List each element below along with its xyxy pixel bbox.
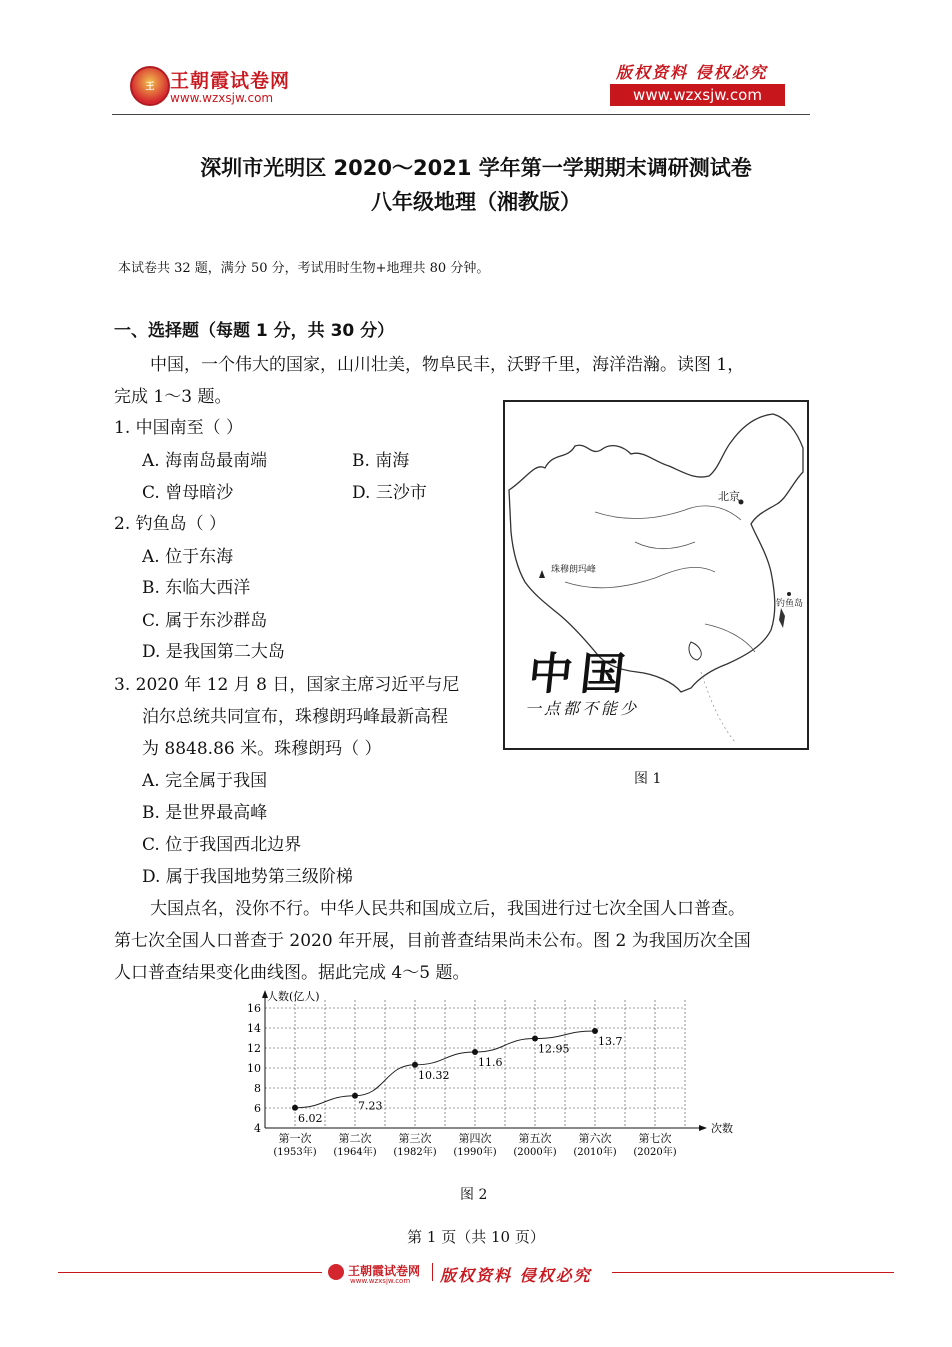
x-tick-label: 第七次 bbox=[638, 1132, 672, 1145]
x-tick-year: (2000年) bbox=[513, 1147, 557, 1158]
question-1-option-b: B. 南海 bbox=[352, 451, 410, 471]
paragraph-2-line-3: 人口普查结果变化曲线图。据此完成 4～5 题。 bbox=[114, 963, 470, 983]
question-3-stem-line-2: 泊尔总统共同宣布，珠穆朗玛峰最新高程 bbox=[142, 707, 448, 727]
data-label: 11.6 bbox=[478, 1056, 503, 1069]
footer-separator bbox=[432, 1263, 433, 1281]
data-point bbox=[412, 1062, 418, 1068]
data-point bbox=[592, 1028, 598, 1034]
logo-name: 王朝霞试卷网 bbox=[170, 70, 291, 92]
y-tick-label: 12 bbox=[247, 1042, 261, 1055]
map-label-diaoyu: 钓鱼岛 bbox=[776, 599, 804, 609]
x-tick-label: 第二次 bbox=[338, 1132, 372, 1145]
data-label: 7.23 bbox=[358, 1099, 383, 1113]
page-number: 第 1 页（共 10 页） bbox=[407, 1228, 545, 1246]
copyright-notice: 版权资料 侵权必究 bbox=[616, 63, 768, 82]
question-2-option-b: B. 东临大西洋 bbox=[142, 578, 251, 598]
data-label: 10.32 bbox=[418, 1068, 450, 1082]
x-tick-year: (1953年) bbox=[273, 1147, 317, 1158]
population-chart bbox=[230, 988, 750, 1172]
logo-badge-text: 王 bbox=[145, 82, 155, 92]
footer-logo-name: 王朝霞试卷网 bbox=[348, 1264, 421, 1278]
question-3-stem-line-1: 3. 2020 年 12 月 8 日，国家主席习近平与尼 bbox=[114, 675, 460, 695]
question-3-stem-line-3: 为 8848.86 米。珠穆朗玛（ ） bbox=[142, 739, 382, 759]
question-2-option-c: C. 属于东沙群岛 bbox=[142, 611, 268, 631]
header-divider bbox=[112, 114, 810, 115]
x-tick-label: 第一次 bbox=[278, 1132, 312, 1145]
data-label: 6.02 bbox=[298, 1111, 323, 1125]
question-2-stem: 2. 钓鱼岛（ ） bbox=[114, 514, 227, 534]
paragraph-1-line-2: 完成 1～3 题。 bbox=[114, 387, 232, 407]
x-tick-label: 第六次 bbox=[578, 1132, 612, 1145]
data-label: 12.95 bbox=[538, 1042, 570, 1056]
section-heading: 一、选择题（每题 1 分，共 30 分） bbox=[114, 321, 395, 341]
data-point bbox=[472, 1049, 478, 1055]
footer-logo-url[interactable]: www.wzxsjw.com bbox=[350, 1277, 411, 1285]
question-3-option-b: B. 是世界最高峰 bbox=[142, 803, 268, 823]
question-2-option-d: D. 是我国第二大岛 bbox=[142, 642, 285, 662]
data-point bbox=[352, 1093, 358, 1099]
data-point bbox=[532, 1036, 538, 1042]
x-axis-arrow-icon bbox=[699, 1125, 707, 1131]
question-3-option-d: D. 属于我国地势第三级阶梯 bbox=[142, 867, 353, 887]
exam-subtitle: 八年级地理（湘教版） bbox=[371, 190, 581, 214]
y-tick-label: 4 bbox=[254, 1122, 261, 1135]
question-2-option-a: A. 位于东海 bbox=[142, 547, 234, 567]
taiwan-island bbox=[779, 608, 785, 628]
river-line bbox=[705, 624, 755, 652]
map-label-everest: 珠穆朗玛峰 bbox=[551, 565, 597, 575]
south-sea-boundary bbox=[701, 672, 735, 742]
y-tick-label: 16 bbox=[247, 1002, 261, 1015]
data-point bbox=[292, 1105, 298, 1111]
x-tick-year: (2020年) bbox=[633, 1147, 677, 1158]
map-slogan-small: 一点都不能少 bbox=[525, 699, 640, 718]
y-tick-label: 6 bbox=[254, 1102, 261, 1115]
map-label-beijing: 北京 bbox=[718, 490, 740, 503]
exam-instructions: 本试卷共 32 题，满分 50 分，考试用时生物+地理共 80 分钟。 bbox=[118, 261, 490, 276]
population-chart-svg bbox=[230, 988, 750, 1168]
question-3-option-c: C. 位于我国西北边界 bbox=[142, 835, 302, 855]
paragraph-2-line-1: 大国点名，没你不行。中华人民共和国成立后，我国进行过七次全国人口普查。 bbox=[150, 899, 745, 919]
footer-logo-icon bbox=[328, 1264, 344, 1280]
x-axis-label: 次数 bbox=[711, 1122, 733, 1135]
question-1-option-d: D. 三沙市 bbox=[352, 483, 427, 503]
y-tick-label: 10 bbox=[247, 1062, 261, 1075]
x-tick-label: 第三次 bbox=[398, 1132, 432, 1145]
question-3-option-a: A. 完全属于我国 bbox=[142, 771, 268, 791]
paragraph-2-line-2: 第七次全国人口普查于 2020 年开展，目前普查结果尚未公布。图 2 为我国历次全国 bbox=[114, 931, 751, 951]
hainan-island bbox=[689, 642, 701, 660]
y-tick-label: 14 bbox=[247, 1022, 261, 1035]
question-1-option-c: C. 曾母暗沙 bbox=[142, 483, 234, 503]
footer-copyright: 版权资料 侵权必究 bbox=[440, 1266, 592, 1285]
x-tick-year: (2010年) bbox=[573, 1147, 617, 1158]
x-tick-year: (1982年) bbox=[393, 1147, 437, 1158]
y-tick-label: 8 bbox=[254, 1082, 261, 1095]
x-tick-year: (1990年) bbox=[453, 1147, 497, 1158]
header-url-bar[interactable]: www.wzxsjw.com bbox=[610, 84, 785, 106]
x-tick-year: (1964年) bbox=[333, 1147, 377, 1158]
province-line-2 bbox=[595, 506, 741, 520]
paragraph-1-line-1: 中国，一个伟大的国家，山川壮美，物阜民丰，沃野千里，海洋浩瀚。读图 1， bbox=[150, 355, 745, 375]
figure-2-caption: 图 2 bbox=[460, 1187, 488, 1203]
data-label: 13.7 bbox=[598, 1035, 623, 1048]
everest-marker-icon bbox=[539, 570, 545, 578]
map-slogan-big: 中国 bbox=[525, 649, 636, 700]
figure-1-caption: 图 1 bbox=[634, 771, 662, 787]
y-axis-label: 人数(亿人) bbox=[267, 990, 320, 1003]
logo-badge-icon bbox=[130, 66, 170, 106]
x-tick-label: 第四次 bbox=[458, 1132, 492, 1145]
question-1-option-a: A. 海南岛最南端 bbox=[142, 451, 268, 471]
china-map-figure bbox=[503, 400, 809, 750]
x-tick-label: 第五次 bbox=[518, 1132, 552, 1145]
logo-url[interactable]: www.wzxsjw.com bbox=[170, 91, 274, 105]
province-line-3 bbox=[635, 542, 695, 549]
exam-title: 深圳市光明区 2020～2021 学年第一学期期末调研测试卷 bbox=[200, 156, 752, 180]
question-1-stem: 1. 中国南至（ ） bbox=[114, 418, 244, 438]
